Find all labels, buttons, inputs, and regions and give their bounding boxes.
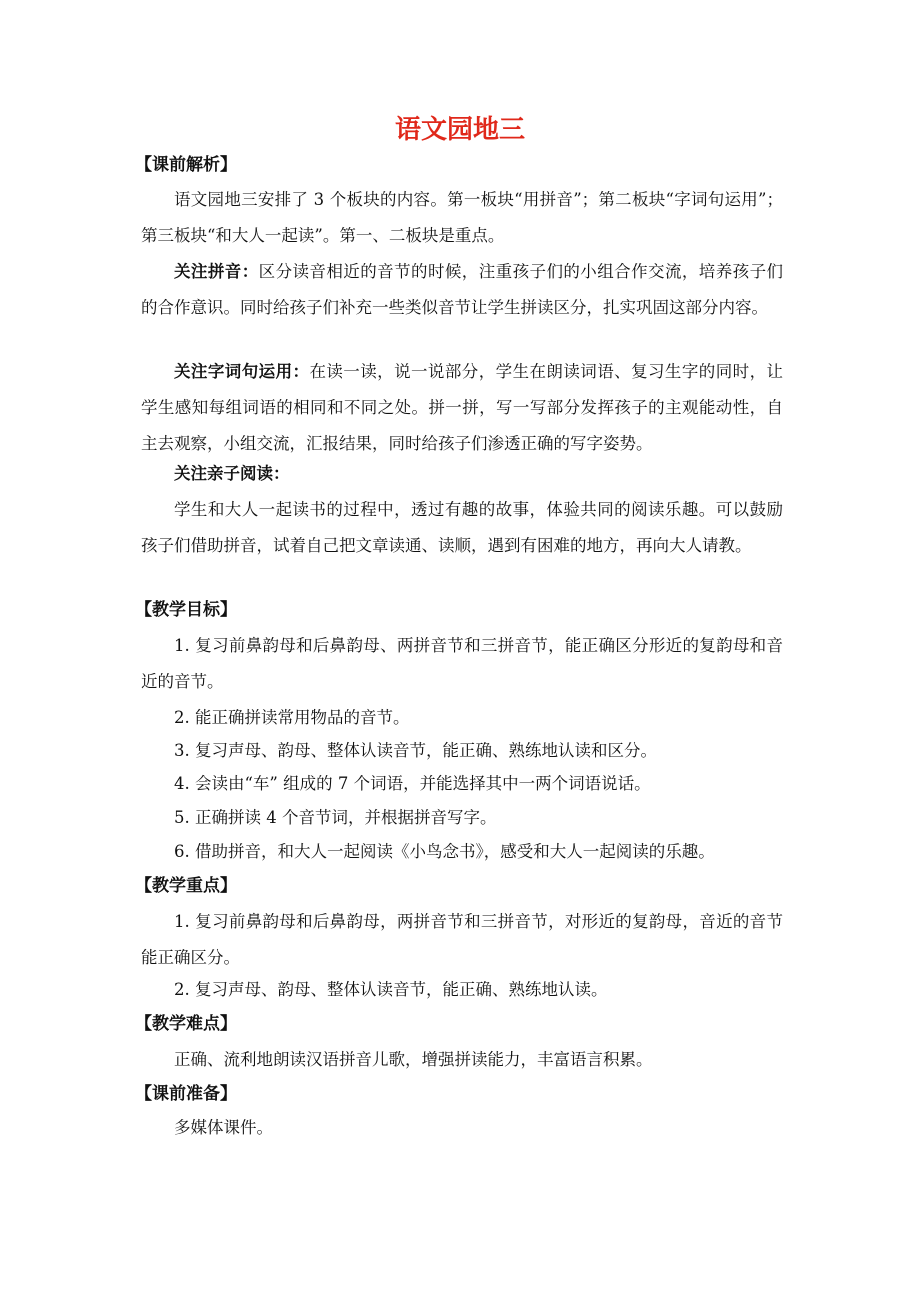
goal-item: 3. 复习声母、韵母、整体认读音节，能正确、熟练地认读和区分。 — [174, 741, 657, 760]
goals-heading: 【教学目标】 — [135, 600, 237, 620]
difficulties-text: 正确、流利地朗读汉语拼音儿歌，增强拼读能力，丰富语言积累。 — [174, 1050, 653, 1069]
goal-item: 4. 会读由“车” 组成的 7 个词语，并能选择其中一两个词语说话。 — [174, 774, 651, 793]
words-focus-text: 在读一读，说一说部分，学生在朗读词语、复习生字的同时，让学生感知每组词语的相同和不同之处。拼一拼，写一写部分发挥孩子的主观能动性，自主去观察，小组交流，汇报结果，同时给孩子们渗透正确的写字姿势。 — [141, 362, 784, 453]
preparation-heading: 【课前准备】 — [135, 1084, 237, 1104]
goal-item: 5. 正确拼读 4 个音节词，并根据拼音写字。 — [174, 808, 497, 827]
goal-item: 2. 能正确拼读常用物品的音节。 — [174, 708, 410, 727]
words-focus-label: 关注字词句运用： — [174, 362, 310, 381]
key-points-heading: 【教学重点】 — [135, 876, 237, 896]
page-title: 语文园地三 — [394, 115, 525, 145]
pinyin-focus-label: 关注拼音： — [174, 262, 259, 281]
analysis-intro-paragraph: 语文园地三安排了 3 个板块的内容。第一板块“用拼音”；第二板块“字词句运用”；第三板块“和大人一起读”。第一、二板块是重点。 — [141, 190, 783, 245]
words-focus-paragraph — [141, 354, 783, 462]
preparation-text: 多媒体课件。 — [174, 1118, 273, 1137]
difficulties-heading: 【教学难点】 — [135, 1014, 237, 1034]
reading-focus-label-line — [141, 456, 783, 492]
goal-item: 6. 借助拼音，和大人一起阅读《小鸟念书》，感受和大人一起阅读的乐趣。 — [174, 842, 715, 861]
key-point-item: 2. 复习声母、韵母、整体认读音节，能正确、熟练地认读。 — [174, 980, 608, 999]
analysis-heading: 【课前解析】 — [135, 155, 237, 175]
key-point-item: 1. 复习前鼻韵母和后鼻韵母，两拼音节和三拼音节，对形近的复韵母，音近的音节能正确区分。 — [141, 912, 783, 967]
reading-focus-label: 关注亲子阅读： — [174, 464, 290, 483]
pinyin-focus-text: 区分读音相近的音节的时候，注重孩子们的小组合作交流，培养孩子们的合作意识。同时给孩子们补充一些类似音节让学生拼读区分，扎实巩固这部分内容。 — [141, 262, 784, 317]
reading-focus-paragraph: 学生和大人一起读书的过程中，透过有趣的故事，体验共同的阅读乐趣。可以鼓励孩子们借助拼音，试着自己把文章读通、读顺，遇到有困难的地方，再向大人请教。 — [141, 500, 783, 555]
goal-item: 1. 复习前鼻韵母和后鼻韵母、两拼音节和三拼音节，能正确区分形近的复韵母和音近的音节。 — [141, 636, 783, 691]
pinyin-focus-paragraph — [141, 254, 783, 326]
